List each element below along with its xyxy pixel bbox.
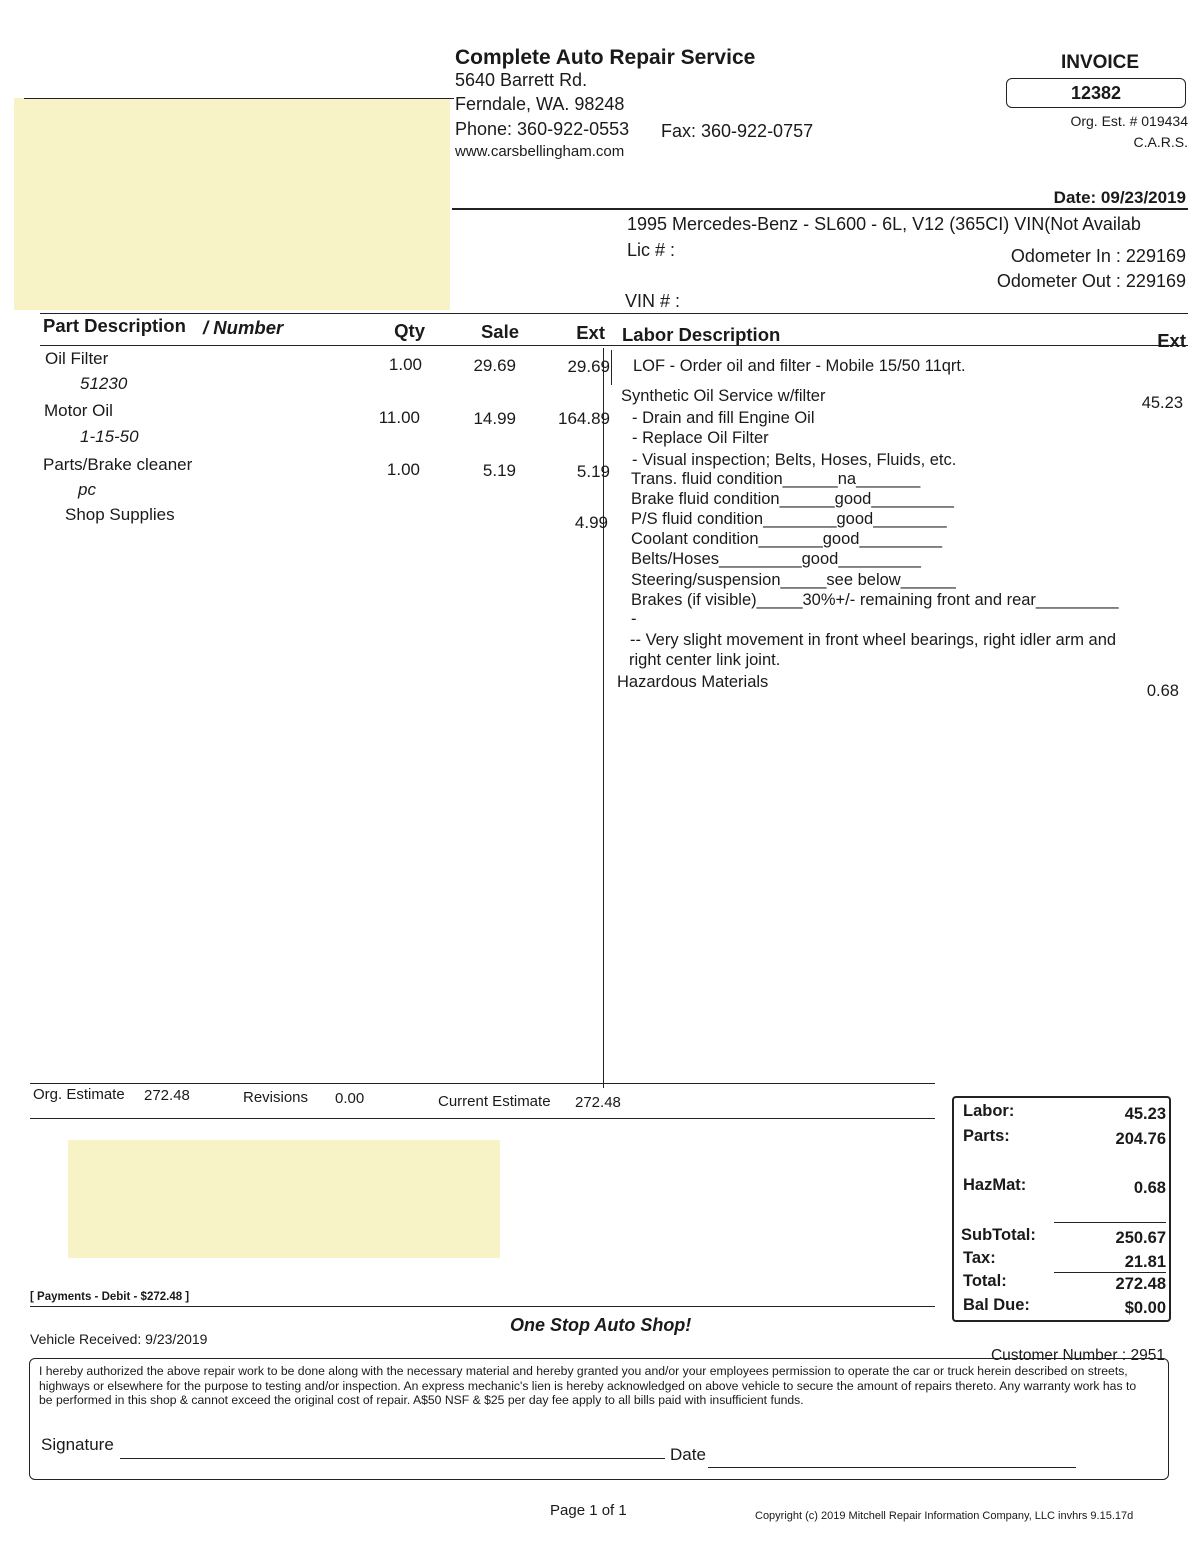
check-item: Belts/Hoses_________good_________	[631, 550, 921, 568]
part-desc: Parts/Brake cleaner	[43, 455, 193, 474]
slogan: One Stop Auto Shop!	[510, 1315, 692, 1335]
totals-label: Total:	[963, 1272, 1007, 1290]
estimate-bottom-rule	[30, 1118, 935, 1119]
shop-name: Complete Auto Repair Service	[455, 46, 756, 69]
header-rule	[452, 208, 1188, 210]
current-estimate-value: 272.48	[575, 1094, 621, 1111]
table-header-rule	[40, 345, 1188, 346]
license-number: Lic # :	[627, 240, 676, 260]
payments-rule	[30, 1306, 935, 1307]
labor-dash: -	[631, 610, 637, 628]
labor-hazmat: Hazardous Materials	[617, 673, 769, 691]
vin-number: VIN # :	[625, 291, 681, 311]
labor-hazmat-ext: 0.68	[1146, 682, 1179, 700]
totals-box	[952, 1096, 1171, 1322]
vehicle-received: Vehicle Received: 9/23/2019	[30, 1331, 208, 1347]
redacted-customer-block	[14, 98, 450, 310]
parts-header-desc: Part Description	[43, 315, 186, 336]
shop-address-line2: Ferndale, WA. 98248	[455, 94, 625, 114]
part-ext: 29.69	[567, 357, 610, 376]
check-item: Brakes (if visible)_____30%+/- remaining front and rear_________	[631, 591, 1119, 609]
total-rule	[1054, 1272, 1166, 1273]
check-value: na	[837, 470, 857, 488]
check-value: good	[834, 490, 872, 508]
totals-value: 250.67	[1115, 1229, 1166, 1247]
part-desc: Motor Oil	[44, 401, 113, 420]
check-item: Trans. fluid condition______na_______	[631, 470, 921, 488]
check-item: Steering/suspension_____see below______	[631, 571, 956, 589]
odometer-in: Odometer In : 229169	[1010, 246, 1186, 266]
date-label: Date	[670, 1445, 706, 1464]
part-number: pc	[78, 480, 96, 499]
revisions-value: 0.00	[335, 1090, 365, 1107]
customer-number: Customer Number : 2951	[990, 1347, 1165, 1364]
labor-note-line1: -- Very slight movement in front wheel bearings, right idler arm and	[630, 631, 1117, 649]
header-rule-left	[24, 98, 454, 99]
part-number: 51230	[80, 374, 128, 393]
check-value: good	[822, 530, 860, 548]
part-desc: Oil Filter	[45, 349, 109, 368]
part-qty: 1.00	[386, 460, 420, 479]
org-estimate-value: 272.48	[144, 1087, 190, 1104]
totals-label: Parts:	[963, 1127, 1010, 1145]
signature-label: Signature	[41, 1435, 114, 1454]
part-qty: 1.00	[388, 355, 422, 374]
check-item: P/S fluid condition________good________	[631, 510, 947, 528]
invoice-title: INVOICE	[1060, 52, 1140, 73]
estimate-top-rule	[30, 1083, 935, 1084]
labor-divider-short	[611, 350, 612, 385]
column-divider	[603, 348, 604, 1088]
check-value: 30%+/- remaining front and rear	[802, 591, 1036, 609]
part-ext: 164.89	[558, 409, 610, 428]
signature-line[interactable]	[120, 1458, 665, 1459]
check-value: good	[801, 550, 839, 568]
part-sale: 5.19	[482, 461, 516, 480]
authorization-box	[29, 1358, 1169, 1480]
invoice-number: 12382	[1006, 78, 1186, 108]
shop-phone: Phone: 360-922-0553	[455, 119, 630, 139]
revisions-label: Revisions	[243, 1089, 309, 1106]
labor-line: - Replace Oil Filter	[632, 429, 769, 447]
payments-note: [ Payments - Debit - $272.48 ]	[30, 1291, 190, 1303]
org-est-number: Org. Est. # 019434	[1070, 113, 1188, 129]
labor-service-ext: 45.23	[1141, 394, 1183, 412]
parts-header-qty: Qty	[394, 320, 425, 341]
check-item: Brake fluid condition______good_________	[631, 490, 954, 508]
odometer-out: Odometer Out : 229169	[996, 271, 1186, 291]
shop-address-line1: 5640 Barrett Rd.	[455, 70, 588, 90]
shop-code: C.A.R.S.	[1133, 134, 1188, 150]
parts-header-number: / Number	[203, 317, 284, 338]
redacted-signature-block	[68, 1140, 500, 1258]
org-estimate-label: Org. Estimate	[33, 1086, 125, 1103]
authorization-text: I hereby authorized the above repair work to be done along with the necessary material and hereby granted you and/or your employees permission to operate the car or truck herein described on streets, highways or elsewhere for the purpose to testing and/or inspection. An express mechanic's lien is hereby acknowledged on above vehicle to secure the amount of repairs thereto. Any warranty work has to be performed in this shop & cannot exceed the original cost of repair. A$50 NSF & $25 per day fee apply to all bills paid with insufficient funds.	[39, 1364, 1137, 1407]
part-qty: 11.00	[378, 408, 420, 427]
check-value: good	[836, 510, 874, 528]
part-number: 1-15-50	[80, 427, 139, 446]
part-sale: 14.99	[473, 409, 516, 428]
totals-value: 45.23	[1124, 1105, 1166, 1123]
labor-note-line2: right center link joint.	[629, 651, 781, 669]
parts-header-sale: Sale	[480, 321, 519, 342]
labor-header-ext: Ext	[1157, 330, 1186, 351]
invoice-date: Date: 09/23/2019	[1053, 188, 1186, 207]
totals-label: Bal Due:	[963, 1296, 1030, 1314]
totals-label: HazMat:	[963, 1176, 1027, 1194]
copyright: Copyright (c) 2019 Mitchell Repair Information Company, LLC invhrs 9.15.17d	[755, 1510, 1134, 1522]
part-desc: Shop Supplies	[65, 505, 175, 524]
check-value: see below	[826, 571, 901, 589]
labor-line: - Visual inspection; Belts, Hoses, Fluids, etc.	[632, 451, 957, 469]
check-item: Coolant condition_______good_________	[631, 530, 943, 548]
labor-lof: LOF - Order oil and filter - Mobile 15/50 11qrt.	[633, 357, 966, 375]
subtotal-rule	[1054, 1222, 1166, 1223]
labor-line: - Drain and fill Engine Oil	[632, 409, 815, 427]
vehicle-description: 1995 Mercedes-Benz - SL600 - 6L, V12 (365CI) VIN(Not Availab	[627, 214, 1141, 234]
totals-value: 204.76	[1115, 1130, 1166, 1148]
totals-value: $0.00	[1124, 1299, 1166, 1317]
parts-header-ext: Ext	[576, 322, 605, 343]
totals-value: 0.68	[1133, 1179, 1166, 1197]
table-top-rule	[40, 313, 1188, 314]
shop-website[interactable]: www.carsbellingham.com	[455, 143, 625, 160]
part-ext: 5.19	[576, 462, 610, 481]
part-sale: 29.69	[473, 356, 516, 375]
labor-header-desc: Labor Description	[622, 324, 781, 345]
totals-label: SubTotal:	[961, 1226, 1036, 1244]
totals-label: Tax:	[963, 1249, 996, 1267]
totals-label: Labor:	[963, 1102, 1015, 1120]
totals-value: 272.48	[1115, 1275, 1166, 1293]
shop-fax: Fax: 360-922-0757	[661, 121, 814, 141]
page-number: Page 1 of 1	[550, 1502, 627, 1519]
totals-value: 21.81	[1124, 1253, 1166, 1271]
labor-service: Synthetic Oil Service w/filter	[621, 387, 826, 405]
date-line[interactable]	[708, 1467, 1076, 1468]
current-estimate-label: Current Estimate	[438, 1093, 551, 1110]
part-ext: 4.99	[574, 513, 608, 532]
